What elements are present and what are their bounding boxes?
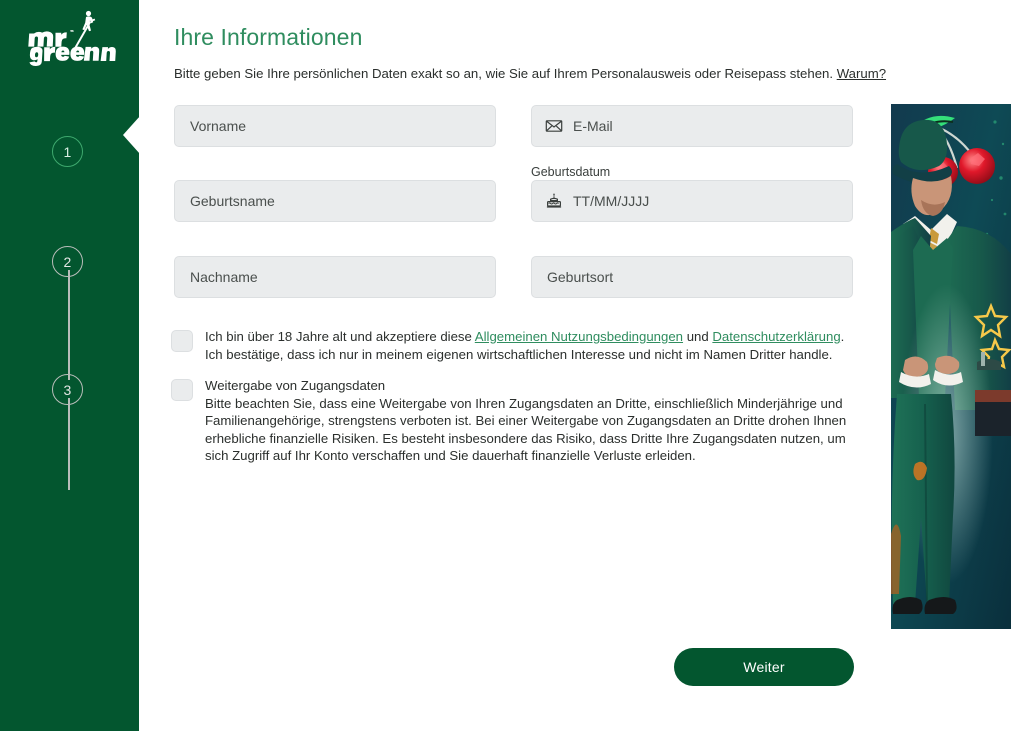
terms-of-use-link[interactable]: Allgemeinen Nutzungsbedingungen xyxy=(474,329,684,344)
mr-green-logo[interactable] xyxy=(26,8,118,66)
page-subtitle xyxy=(174,66,886,81)
birthdate-placeholder: TT/MM/JJJJ xyxy=(573,193,650,209)
birthplace-field[interactable] xyxy=(531,256,853,298)
age-terms-text xyxy=(205,328,860,363)
last-name-placeholder: Nachname xyxy=(190,269,258,285)
active-step-pointer-icon xyxy=(120,116,139,154)
envelope-icon xyxy=(545,117,563,135)
age-terms-text-part2: und xyxy=(683,329,713,344)
birthplace-placeholder: Geburtsort xyxy=(547,269,614,285)
stepper-connector-2 xyxy=(68,398,70,490)
age-terms-text-part3: . Ich bestätige, dass ich nur in meinem eigenen wirtschaftlichen Interesse und nicht im Namen Dritter handle. xyxy=(205,329,845,362)
subtitle-text: Bitte geben Sie Ihre persönlichen Daten exakt so an, wie Sie auf Ihrem Personalausweis oder Reisepass stehen. xyxy=(174,66,837,81)
consent-row-age-terms xyxy=(171,328,861,363)
sidebar xyxy=(0,0,139,731)
email-placeholder: E-Mail xyxy=(573,118,613,134)
credentials-sharing-text xyxy=(205,377,860,465)
birthdate-field[interactable] xyxy=(531,180,853,222)
birth-name-field[interactable] xyxy=(174,180,496,222)
registration-stepper xyxy=(0,118,139,418)
credentials-sharing-checkbox[interactable] xyxy=(171,379,193,401)
continue-button[interactable]: Weiter xyxy=(674,648,854,686)
consents-section xyxy=(171,328,861,465)
privacy-policy-link[interactable]: Datenschutzerklärung xyxy=(712,329,841,344)
cake-icon xyxy=(545,192,563,210)
stepper-step-3[interactable]: 3 xyxy=(52,374,83,405)
first-name-field[interactable] xyxy=(174,105,496,147)
birthdate-label: Geburtsdatum xyxy=(531,165,611,179)
credentials-sharing-body: Bitte beachten Sie, dass eine Weitergabe von Ihren Zugangsdaten an Dritte, einschließlich Minderjährige und Familienangehörige, strengstens verboten ist. Bei einer Weitergabe von Zugangsdaten an Dritte drohen Ihnen erhebliche finanzielle Risiken. Es besteht insbesondere das Risiko, dass Dritte Ihre Zugangsdaten nutzen, um sich Zugriff auf Ihr Konto verschaffen und Sie dauerhaft finanzielle Verluste erleiden. xyxy=(205,395,847,463)
age-terms-text-part1: Ich bin über 18 Jahre alt und akzeptiere diese xyxy=(205,329,475,344)
first-name-placeholder: Vorname xyxy=(190,118,247,134)
stepper-step-2[interactable]: 2 xyxy=(52,246,83,277)
promo-banner-image xyxy=(891,104,1011,629)
birth-name-placeholder: Geburtsname xyxy=(190,193,275,209)
stepper-connector-1 xyxy=(68,270,70,380)
consent-row-credentials-sharing xyxy=(171,377,861,465)
email-field[interactable] xyxy=(531,105,853,147)
last-name-field[interactable] xyxy=(174,256,496,298)
page-title: Ihre Informationen xyxy=(174,24,363,50)
stepper-step-1[interactable]: 1 xyxy=(52,136,83,167)
credentials-sharing-heading: Weitergabe von Zugangsdaten xyxy=(205,378,386,393)
age-terms-checkbox[interactable] xyxy=(171,330,193,352)
why-link[interactable]: Warum? xyxy=(836,66,887,81)
